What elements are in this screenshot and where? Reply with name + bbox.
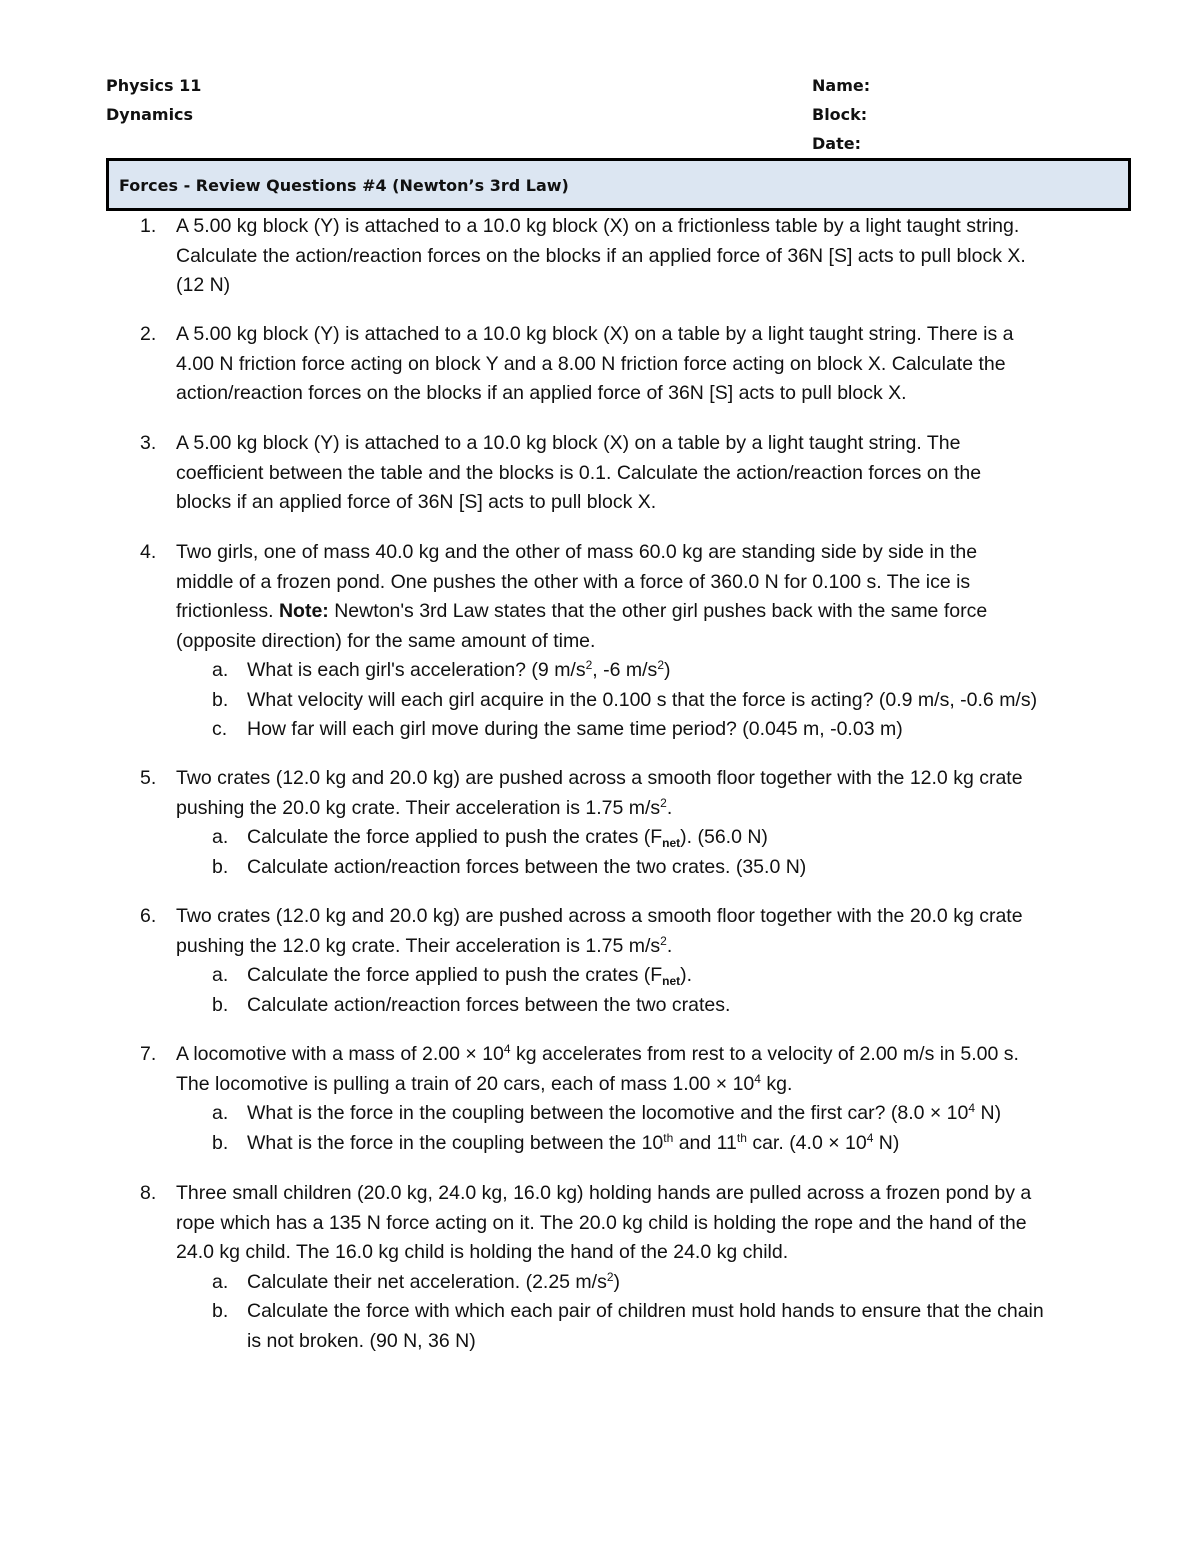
question-line: A locomotive with a mass of $2.00 \times 10^4$ kg accelerates from rest to a velocity of 2.00 m/s in 5.00 s. [176,1042,1019,1065]
question-line: Two crates (12.0 kg and 20.0 kg) are pushed across a smooth floor together with the 12.0 kg crate [176,767,1023,789]
question-line: 24.0 kg child. The 16.0 kg child is holding the hand of the 24.0 kg child. [176,1241,789,1263]
subpart-label: a. [212,659,229,681]
question-line: Two crates (12.0 kg and 20.0 kg) are pushed across a smooth floor together with the 20.0 kg crate [176,905,1023,927]
question-line: pushing the 20.0 kg crate. Their acceleration is 1.75 $m/s^2$. [176,795,673,819]
subpart-label: c. [212,718,228,740]
subpart-a: Calculate the force applied to push the crates $(F_{net})$. [247,964,693,988]
subpart-label: b. [212,855,229,878]
subpart-label: b. [212,1300,229,1322]
subpart-c: How far will each girl move during the same time period? (0.045 m, -0.03 m) [247,718,903,740]
worksheet-title: Forces - Review Questions #4 (Newton’s 3rd Law) [119,176,569,195]
subpart-b: Calculate action/reaction forces between the two crates. (35.0 N) [247,855,807,878]
question-number: 3. [140,432,157,454]
subpart-label: b. [212,993,229,1016]
question-line: coefficient between the table and the blocks is 0.1. Calculate the action/reaction forces on the [176,461,982,484]
question-number: 7. [140,1043,157,1065]
subpart-label: b. [212,688,229,711]
question-answer: (12 N) [176,274,231,296]
worksheet-title-box [106,158,1131,211]
question-4 [140,538,1140,745]
question-line: middle of a frozen pond. One pushes the other with a force of 360.0 N for 0.100 s. The ice is [176,570,971,593]
question-5 [140,764,1140,882]
subpart-label: a. [212,826,229,848]
subpart-a: Calculate the force applied to push the crates $(F_{net})$. (56.0 N) [247,826,768,850]
subpart-label: a. [212,1270,229,1293]
question-number: 2. [140,323,157,345]
question-line: A 5.00 kg block (Y) is attached to a 10.0 kg block (X) on a table by a light taught string. The [176,432,961,454]
subpart-a: What is each girl's acceleration? (9 $m/s^2$, -6 $m/s^2$) [247,658,671,681]
block-label: Block: [812,105,868,124]
unit-title: Dynamics [106,105,194,124]
subpart-label: b. [212,1131,229,1154]
question-line: A 5.00 kg block (Y) is attached to a 10.0 kg block (X) on a frictionless table by a light taught string. [176,215,1020,237]
subpart-b: What velocity will each girl acquire in the 0.100 s that the force is acting? (0.9 m/s, -0.6 m/s) [247,688,1038,711]
subpart-b: What is the force in the coupling between the 10th and 11th car. ($4.0 \times 10^4$ N) [247,1130,900,1154]
question-2 [140,320,1140,409]
question-line: action/reaction forces on the blocks if an applied force of 36N [S] acts to pull block X. [176,382,907,404]
question-line: 4.00 N friction force acting on block Y and a 8.00 N friction force acting on block X. Calculate the [176,352,1006,375]
question-number: 8. [140,1182,157,1204]
question-line: rope which has a 135 N force acting on it. The 20.0 kg child is holding the rope and the hand of the [176,1211,1027,1234]
question-line: (opposite direction) for the same amount of time. [176,629,596,652]
subpart-a: What is the force in the coupling between the locomotive and the first car? ($8.0 \times 10^4$ N) [247,1101,1002,1124]
question-line: Calculate the action/reaction forces on the blocks if an applied force of 36N [S] acts to pull block X. [176,244,1026,267]
question-1 [140,212,1140,301]
question-7 [140,1040,1140,1158]
question-number: 6. [140,905,157,927]
course-title: Physics 11 [106,76,202,95]
subpart-b-continued: is not broken. (90 N, 36 N) [247,1329,476,1352]
subpart-label: a. [212,964,229,986]
name-label: Name: [812,76,871,95]
question-line: The locomotive is pulling a train of 20 cars, each of mass $1.00 \times 10^4$ kg. [176,1071,793,1095]
question-number: 1. [140,215,157,237]
subpart-b: Calculate action/reaction forces between the two crates. [247,993,731,1016]
question-number: 5. [140,767,157,789]
question-6 [140,902,1140,1020]
question-line: blocks if an applied force of 36N [S] acts to pull block X. [176,491,657,513]
subpart-a: Calculate their net acceleration. (2.25 $m/s^2$) [247,1269,621,1293]
subpart-label: a. [212,1102,229,1124]
note-label: Note: [278,600,329,622]
subpart-b: Calculate the force with which each pair of children must hold hands to ensure that the chain [247,1300,1044,1322]
question-number: 4. [140,541,157,563]
question-line: frictionless. Note: Newton's 3rd Law states that the other girl pushes back with the same force [176,600,988,622]
question-8 [140,1179,1140,1356]
question-line: Two girls, one of mass 40.0 kg and the other of mass 60.0 kg are standing side by side in the [176,541,978,563]
question-line: A 5.00 kg block (Y) is attached to a 10.0 kg block (X) on a table by a light taught string. There is a [176,323,1014,345]
question-3 [140,429,1140,518]
question-line: pushing the 12.0 kg crate. Their acceleration is 1.75 $m/s^2$. [176,933,673,957]
question-line: Three small children (20.0 kg, 24.0 kg, 16.0 kg) holding hands are pulled across a frozen pond by a [176,1182,1032,1204]
date-label: Date: [812,134,861,153]
